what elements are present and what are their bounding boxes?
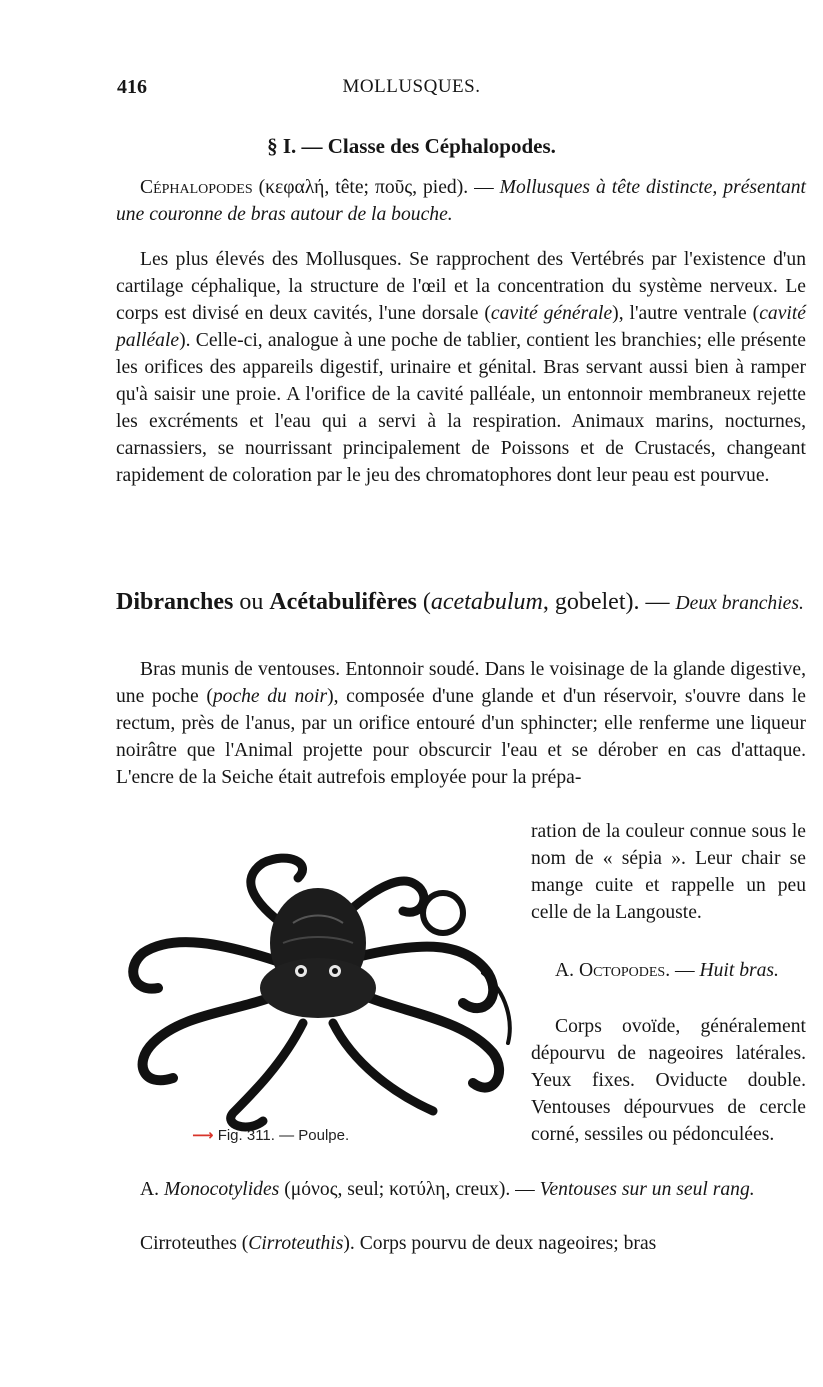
page-number: 416 (117, 76, 147, 98)
octopodes-dash: — (670, 960, 700, 981)
running-title: MOLLUSQUES. (342, 76, 481, 97)
arrow-icon: ⟶ (192, 1127, 214, 1144)
octopodes-gloss: Huit bras. (699, 960, 779, 981)
definition-paragraph (116, 174, 806, 228)
cirro-latin: Cirroteuthis (248, 1233, 344, 1254)
caption-text: Fig. 311. — Poulpe. (217, 1127, 350, 1144)
heading-latin: acetabulum (430, 589, 543, 615)
definition-gloss: Mollusques à tête distincte, présentant une couronne de bras autour de la bouche. (116, 177, 806, 225)
octopus-illustration (113, 843, 523, 1133)
heading-gloss: Deux branchies. (675, 593, 804, 614)
figure-caption (192, 1126, 349, 1144)
mono-name: Monocotylides (163, 1179, 280, 1200)
octopodes-label: A. Octopodes. (555, 960, 671, 981)
paragraph-dibranches (116, 656, 806, 791)
para2-emphasis: poche du noir (212, 686, 328, 707)
definition-term: Céphalopodes (140, 177, 253, 198)
subheading-dibranches (116, 587, 806, 619)
heading-dibranches: Dibranches (116, 589, 234, 615)
heading-paren: ( (416, 589, 431, 615)
cirro-start: Cirroteuthes ( (140, 1233, 249, 1254)
para1-emphasis-1: cavité générale (490, 303, 613, 324)
octopodes-heading (531, 957, 806, 984)
mono-etym: (μόνος, seul; κοτύλη, creux). — (279, 1179, 540, 1200)
monocotylides-paragraph (116, 1176, 806, 1203)
para2-text-end: ), composée d'une glande et d'un réservoir, s'ouvre dans le rectum, près de l'anus, par un orifice entouré d'un sphincter; elle renferme une liqueur noirâtre que l'Animal projette pour obscurcir l'eau et se dérober en cas d'attaque. L'encre de la Seiche était autrefois employée pour la prépa- (116, 686, 806, 788)
mono-label: A. (140, 1179, 164, 1200)
mono-gloss: Ventouses sur un seul rang. (539, 1179, 755, 1200)
side-text-octopodes: Corps ovoïde, généralement dépourvu de nageoires latérales. Yeux fixes. Oviducte double. Ventouses dépourvues de cercle corné, sessiles ou pédonculées. (531, 1016, 806, 1145)
heading-ou: ou (233, 589, 270, 615)
section-title: § I. — Classe des Céphalopodes. (267, 134, 556, 158)
para1-emphasis-2: cavité palléale (116, 303, 806, 351)
cirro-end: ). Corps pourvu de deux nageoires; bras (343, 1233, 657, 1254)
paragraph-cephalopodes (116, 246, 806, 489)
para1-text-end: ). Celle-ci, analogue à une poche de tablier, contient les branchies; elle présente les orifices des appareils digestif, urinaire et génital. Bras servant aussi bien à ramper qu'à saisir une proie. A l'orifice de la cavité palléale, un entonnoir membraneux rejette les excréments et l'eau qui a servi à la respiration. Animaux marins, nocturnes, carnassiers, se nourrissant principalement de Poissons et de Crustacés, changeant rapidement de coloration par le jeu des chromatophores dont leur peau est pourvue. (116, 330, 806, 486)
para1-text: Les plus élevés des Mollusques. Se rapprochent des Vertébrés par l'existence d'un cartilage céphalique, la structure de l'œil et la concentration du système nerveux. Le corps est divisé en deux cavités, l'une dorsale ( (116, 249, 806, 324)
para2-text: Bras munis de ventouses. Entonnoir soudé. Dans le voisinage de la glande digestive, une poche ( (116, 659, 806, 707)
side-text-sepia: ration de la couleur connue sous le nom de « sépia ». Leur chair se mange cuite et rappelle un peu celle de la Langouste. (531, 821, 806, 923)
definition-etymology: (κεφαλή, tête; ποῦς, pied). — (252, 177, 500, 198)
heading-rest: , gobelet). — (542, 589, 676, 615)
para1-text-mid: ), l'autre ventrale ( (612, 303, 760, 324)
cirroteuthes-line (116, 1230, 806, 1257)
heading-acetabuliferes: Acétabulifères (269, 589, 417, 615)
